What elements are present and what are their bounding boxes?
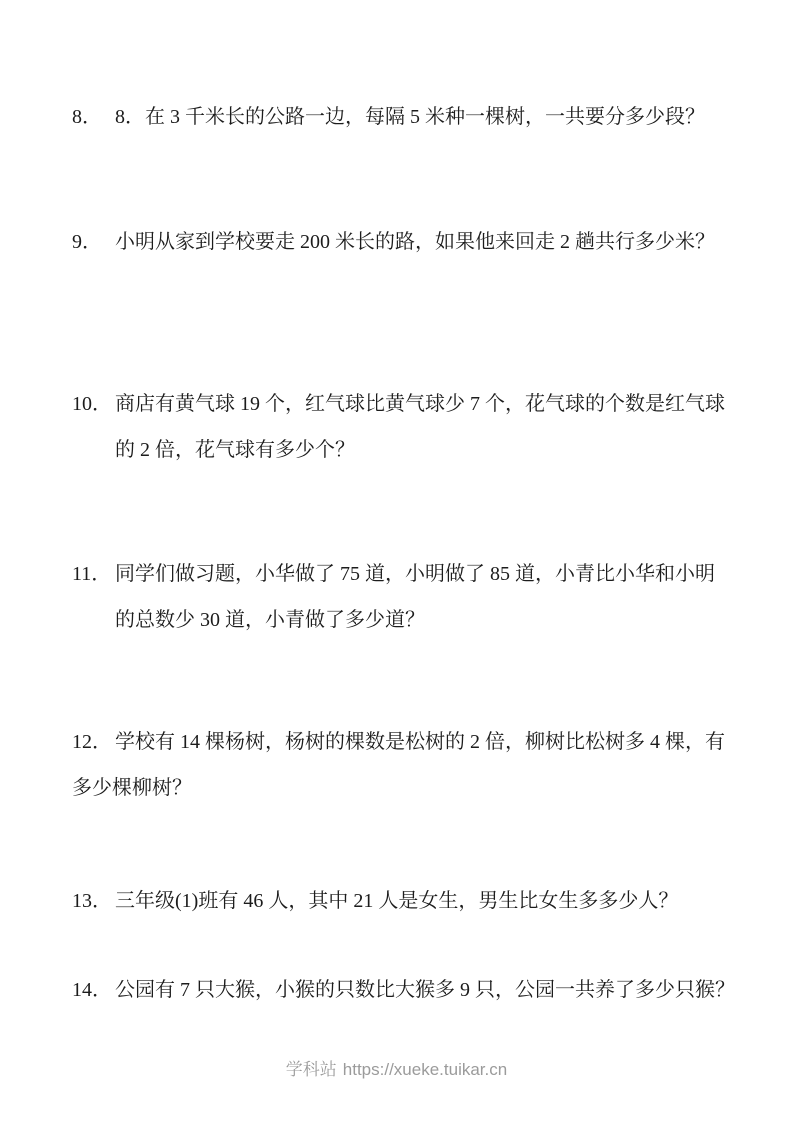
question-text: 的 2 倍，花气球有多少个？ [115,439,355,461]
question-number: 13． [72,890,112,912]
question-10 [72,381,762,473]
question-number: 11． [72,563,112,585]
footer-site-name: 学科站 [285,1060,337,1079]
question-number: 10． [72,393,112,415]
question-line [72,227,762,257]
question-number: 9． [72,231,102,253]
question-text: 多少棵柳树？ [72,777,192,799]
question-14 [72,975,762,1005]
question-text: 公园有 7 只大猴，小猴的只数比大猴多 9 只，公园一共养了多少只猴？ [115,979,735,1001]
question-number: 14． [72,979,112,1001]
question-number: 12． [72,731,112,753]
question-line [72,719,762,765]
question-text: 三年级(1)班有 46 人，其中 21 人是女生，男生比女生多多少人？ [115,890,679,912]
question-12 [72,719,762,811]
question-line [72,102,762,132]
question-line [72,381,762,427]
question-11 [72,551,762,643]
question-13 [72,886,762,916]
footer-watermark [0,1058,793,1082]
question-text: 8．在 3 千米长的公路一边，每隔 5 米种一棵树，一共要分多少段？ [115,106,705,128]
question-line [72,975,762,1005]
question-text: 商店有黄气球 19 个，红气球比黄气球少 7 个，花气球的个数是红气球 [115,393,725,415]
footer-url: https://xueke.tuikar.cn [342,1060,508,1079]
question-line [72,765,762,811]
question-line [72,886,762,916]
question-text: 小明从家到学校要走 200 米长的路，如果他来回走 2 趟共行多少米？ [115,231,715,253]
question-line [72,427,762,473]
question-text: 学校有 14 棵杨树，杨树的棵数是松树的 2 倍，柳树比松树多 4 棵，有 [115,731,725,753]
question-number: 8． [72,106,102,128]
question-8 [72,102,762,132]
question-9 [72,227,762,257]
question-line [72,597,762,643]
question-text: 的总数少 30 道，小青做了多少道？ [115,609,425,631]
question-text: 同学们做习题，小华做了 75 道，小明做了 85 道，小青比小华和小明 [115,563,715,585]
question-line [72,551,762,597]
